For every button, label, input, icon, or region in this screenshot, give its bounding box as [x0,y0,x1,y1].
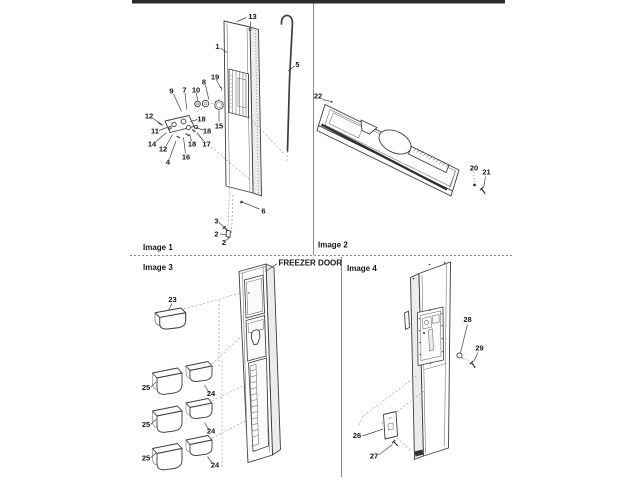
callout-24: 24 [206,389,216,398]
callout-8: 8 [201,77,207,87]
callout-14: 14 [147,139,157,149]
callout-18: 18 [202,126,212,136]
projection-line [228,188,230,231]
top-bar [132,0,505,4]
lamp-bulb [457,353,462,358]
section-image4 [347,262,484,461]
callout-2: 2 [214,229,219,239]
door-bin-25 [153,368,183,394]
door-bin-24 [186,436,212,456]
callout-11: 11 [151,126,159,136]
leader-dotted [463,358,471,362]
leader-line [323,100,331,102]
callout-20: 20 [469,163,479,173]
section-label-image1: Image 1 [143,243,173,252]
section-label-image2: Image 2 [318,240,348,250]
callout-19: 19 [210,72,220,82]
screw [480,187,485,193]
callout-25: 25 [141,383,151,392]
callout-12: 12 [144,111,154,121]
plug-button [249,29,251,31]
callout-17: 17 [202,139,211,149]
section-label-image3: Image 3 [143,263,173,272]
callout-18: 18 [197,114,206,124]
callout-15: 15 [214,121,224,131]
ring-seal [215,101,224,110]
door-bin-24 [186,399,212,419]
callout-2: 2 [221,238,227,247]
section-label-image4: Image 4 [347,264,377,273]
screw [392,440,397,445]
hinge-bushing [186,125,190,129]
door-bin-23 [155,308,186,329]
callout-10: 10 [191,85,201,95]
callout-9: 9 [169,86,174,96]
section-image1 [143,12,300,252]
callout-24: 24 [210,460,220,470]
leader-dotted [474,172,475,183]
callout-26: 26 [352,431,362,440]
fastener-dot [240,201,243,204]
hinge-pin [169,127,172,130]
cover-plate [384,412,398,440]
callout-25: 25 [141,453,151,463]
tube-projection [287,151,288,162]
callout-13: 13 [248,12,257,21]
actuator-paddle [429,329,434,351]
grommet [195,101,201,107]
fastener-dot [473,184,476,187]
callout-1: 1 [215,42,220,51]
callout-22: 22 [313,91,323,101]
callout-6: 6 [261,206,266,216]
fastener-dot [413,278,415,280]
callout-28: 28 [463,315,472,324]
projection-line [232,195,234,234]
door-bin-25 [153,406,183,432]
fastener-dot [248,292,249,293]
water-tube [281,15,292,151]
screw [470,361,475,367]
freezer-door-label: FREEZER DOOR [278,258,343,268]
door-bin-24 [186,362,212,382]
door-handle [405,311,410,329]
callout-24: 24 [206,426,216,436]
callout-21: 21 [482,167,491,177]
section-image2 [314,92,491,250]
callout-7: 7 [182,85,187,95]
callout-27: 27 [369,451,379,461]
callout-5: 5 [295,60,300,69]
fastener-dot [423,332,425,334]
dispenser-housing-rear [229,69,249,118]
callout-4: 4 [165,157,171,167]
leader-line [484,177,486,188]
callout-25: 25 [141,420,151,429]
hinge-bushing [172,122,176,126]
hinge-bracket [165,116,194,133]
hinge-stop [226,230,230,238]
fastener-dot [444,262,446,264]
callout-3: 3 [214,216,219,226]
callout-18: 18 [187,139,197,149]
door-bin-25 [153,444,183,470]
callout-29: 29 [475,343,484,353]
hinge-bushing [181,119,186,124]
callout-16: 16 [181,152,191,162]
callout-23: 23 [168,295,177,304]
fastener-dot [331,101,333,103]
fastener-dot [429,264,431,266]
section-image3 [142,259,342,470]
callout-12: 12 [158,144,168,154]
